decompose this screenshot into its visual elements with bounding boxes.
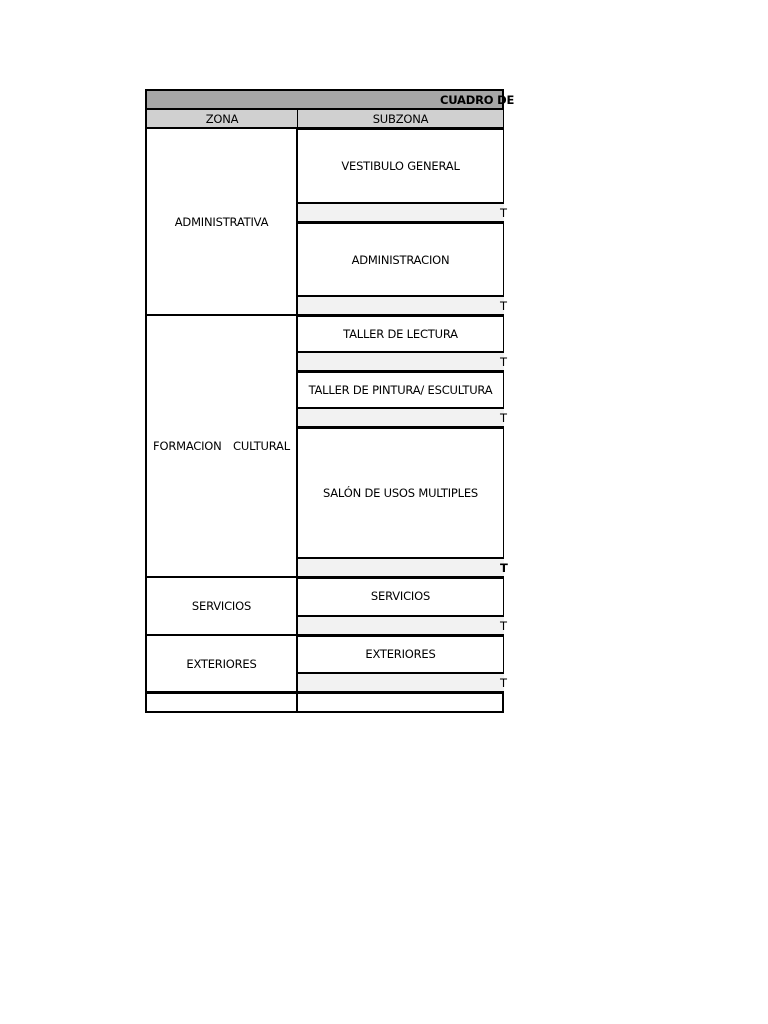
subtotal-label: T: [500, 561, 508, 575]
zone-formacion-cultural: FORMACION CULTURAL: [145, 315, 298, 578]
subtotal-row: [297, 617, 507, 635]
footer-subzona-cell: [297, 692, 504, 713]
zone-exteriores: EXTERIORES: [145, 635, 298, 693]
subzone-exteriores: EXTERIORES: [297, 635, 504, 674]
subtotal-label: T: [500, 411, 507, 425]
subzone-servicios: SERVICIOS: [297, 577, 504, 617]
subtotal-label: T: [500, 355, 507, 369]
zone-administrativa: ADMINISTRATIVA: [145, 128, 298, 316]
subtotal-row: [297, 353, 507, 371]
footer-zona-cell: [145, 692, 298, 713]
table-title: [145, 89, 515, 109]
subtotal-row: [297, 204, 507, 222]
subzone-administracion: ADMINISTRACION: [297, 222, 504, 297]
subtotal-row: [297, 297, 507, 315]
subzone-salon-de-usos-multiples: SALÓN DE USOS MULTIPLES: [297, 427, 504, 559]
subtotal-row: [297, 674, 507, 692]
table-title-text: CUADRO DE: [440, 93, 515, 107]
zone-servicios: SERVICIOS: [145, 577, 298, 636]
subzone-taller-de-pintura: TALLER DE PINTURA/ ESCULTURA: [297, 371, 504, 409]
subtotal-row: [297, 559, 508, 577]
subtotal-label: T: [500, 676, 507, 690]
subtotal-label: T: [500, 299, 507, 313]
area-table: [145, 89, 515, 713]
subtotal-label: T: [500, 619, 507, 633]
header-zona: ZONA: [145, 109, 298, 128]
header-subzona: SUBZONA: [297, 109, 504, 128]
subzone-vestibulo-general: VESTIBULO GENERAL: [297, 128, 504, 204]
subtotal-row: [297, 409, 507, 427]
subzone-taller-de-lectura: TALLER DE LECTURA: [297, 315, 504, 353]
subtotal-label: T: [500, 206, 507, 220]
